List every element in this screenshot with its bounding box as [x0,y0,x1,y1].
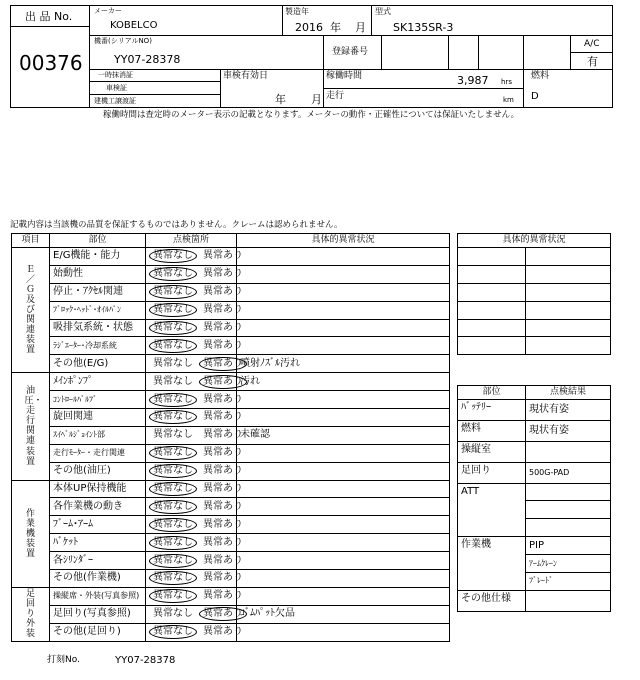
fuel-value: D [531,91,539,102]
col-part: 部位 [50,234,146,248]
detail-cell [237,587,450,605]
status-ok: 異常なし [149,446,197,460]
status-ng: 異常あり [199,357,247,371]
part-cell: ﾌﾞﾛｯｸ･ﾍｯﾄﾞ･ｵｲﾙﾊﾟﾝ [50,301,146,319]
serial-label: 機番(シリアルNO) [94,37,152,45]
inspection-row [12,480,450,498]
detail-cell [237,319,450,337]
part-cell: 停止・ｱｸｾﾙ関連 [50,283,146,301]
status-ok: 異常なし [149,249,197,263]
inspection-row [12,283,450,301]
result-part: 操縦室 [458,441,526,462]
result-col-result: 点検結果 [526,386,611,400]
inspection-row [12,426,450,444]
status-ok: 異常なし [153,357,193,369]
status-ok: 異常なし [149,321,197,335]
vline-r2-b [381,35,382,69]
status-cell [146,409,243,427]
status-ng: 異常あり [199,375,247,389]
right-cell-a [458,301,526,319]
mileage-label: 走行 [326,91,345,101]
right-cell-b [526,248,611,266]
vline-r2-a [323,35,324,69]
result-row [458,590,611,611]
status-cell [146,534,243,552]
part-cell: 旋回関連 [50,409,146,427]
hours-unit: hrs [501,78,512,86]
inspection-row [12,391,450,409]
status-cell [146,552,243,570]
part-cell: 本体UP保持機能 [50,480,146,498]
status-ok: 異常なし [149,482,197,496]
result-value: PIP [526,537,611,555]
status-ok: 異常なし [149,625,197,639]
detail-cell [237,283,450,301]
status-cell [146,355,243,373]
category-label: 足回り外装 [12,587,50,641]
status-ok: 異常なし [149,536,197,550]
result-part: ATT [458,483,526,537]
inspection-row [12,587,450,605]
status-cell [146,480,243,498]
inspection-row [12,373,450,391]
col-point: 点検箇所 [146,234,237,248]
category-label: 油圧・走行関連装置 [12,373,50,480]
result-value [526,441,611,462]
right-cell-b [526,283,611,301]
maker-label: メーカー [94,7,122,15]
right-detail-row [458,319,611,337]
hours-value: 3,987 [457,74,489,87]
result-value [526,519,611,537]
status-ok: 異常なし [149,518,197,532]
status-ng: 異常あり [203,518,243,530]
result-value: 現状有姿 [526,420,611,441]
maker-value: KOBELCO [110,20,158,31]
insp-month-unit: 月 [311,93,322,106]
right-cell-a [458,337,526,355]
detail-cell [237,337,450,355]
status-cell [146,570,243,588]
year-unit: 年 [330,21,341,34]
vline-r3-b [323,69,324,108]
status-ng: 異常あり [203,393,243,405]
result-value: ﾌﾞﾚｰﾄﾞ [526,573,611,591]
inspection-row [12,444,450,462]
right-cell-b [526,337,611,355]
vline-r1-b [371,5,372,35]
category-label: 作業機装置 [12,480,50,587]
year-value: 2016 [295,21,323,34]
right-detail-row [458,337,611,355]
hline-2 [90,69,613,70]
part-cell: ｽｲﾍﾞﾙｼﾞｮｲﾝﾄ部 [50,426,146,444]
col-detail: 具体的異常状況 [237,234,450,248]
status-cell [146,391,243,409]
inspection-row [12,319,450,337]
serial-value: YY07-28378 [114,53,181,66]
inspection-row [12,605,450,623]
month-unit: 月 [355,21,366,34]
inspection-row [12,623,450,641]
result-part: 作業機 [458,537,526,591]
detail-cell [237,516,450,534]
part-cell: 足回り(写真参照) [50,605,146,623]
result-value: 500G-PAD [526,462,611,483]
status-cell [146,265,243,283]
result-value [526,483,611,501]
right-cell-a [458,248,526,266]
fuel-label: 燃料 [531,71,550,81]
vline-r3-c [523,69,524,108]
result-value [526,501,611,519]
detail-cell [237,248,450,266]
status-ok: 異常なし [149,393,197,407]
right-cell-a [458,283,526,301]
hline-hours [323,88,523,89]
status-ng: 異常あり [203,536,243,548]
lot-label: 出 品 No. [25,10,73,23]
status-ok: 異常なし [153,375,193,387]
hline-left-a [90,81,220,82]
status-ok: 異常なし [149,571,197,585]
header-block [10,5,613,108]
vline-r3-a [220,69,221,108]
part-cell: E/G機能・能力 [50,248,146,266]
right-cell-a [458,319,526,337]
year-label: 製造年 [285,7,309,16]
status-ok: 異常なし [149,285,197,299]
status-ng: 異常あり [203,626,243,638]
lot-label-underline [11,26,89,27]
part-cell: ﾒｲﾝﾎﾟﾝﾌﾟ [50,373,146,391]
right-cell-b [526,319,611,337]
part-cell: その他(油圧) [50,462,146,480]
inspection-row [12,462,450,480]
result-table [457,385,611,612]
inspection-row [12,355,450,373]
lot-number: 00376 [19,51,83,75]
result-part: 燃料 [458,420,526,441]
status-cell [146,301,243,319]
status-cell [146,426,243,444]
status-ng: 異常あり [199,607,247,621]
result-value: ｱｰﾑｸﾚｰﾝ [526,555,611,573]
right-detail-row [458,301,611,319]
part-cell: その他(E/G) [50,355,146,373]
result-row [458,537,611,555]
status-ok: 異常なし [153,429,193,441]
status-cell [146,373,243,391]
vehicle-cert-label: 車検証 [106,84,127,92]
ac-value: 有 [587,55,598,68]
detail-cell [237,444,450,462]
status-ng: 異常あり [203,500,243,512]
detail-cell [237,498,450,516]
col-category: 項目 [12,234,50,248]
status-ng: 異常あり [203,554,243,566]
right-cell-b [526,301,611,319]
ac-label: A/C [584,39,600,49]
reg-label: 登録番号 [332,47,369,57]
result-part: ﾊﾞｯﾃﾘｰ [458,400,526,421]
status-cell [146,283,243,301]
detail-cell: 未確認 [237,426,450,444]
result-row [458,462,611,483]
right-cell-a [458,265,526,283]
part-cell: 各作業機の動き [50,498,146,516]
right-detail-table [457,233,611,355]
detail-cell [237,409,450,427]
stamp-label: 打刻No. [47,655,80,665]
hours-note: 稼働時間は査定時のメーター表示の記載となります。メーターの動作・正確性については保証いたしません。 [103,110,520,120]
part-cell: 各ｼﾘﾝﾀﾞｰ [50,552,146,570]
status-cell [146,444,243,462]
status-ng: 異常あり [203,447,243,459]
detail-cell [237,570,450,588]
inspection-row [12,552,450,570]
inspection-header-row [12,234,450,248]
detail-cell [237,480,450,498]
status-ng: 異常あり [203,572,243,584]
vline-r2-f [570,35,571,69]
status-cell [146,623,243,641]
status-ok: 異常なし [149,589,197,603]
hline-1 [90,35,613,36]
part-cell: ﾊﾞｹｯﾄ [50,534,146,552]
status-ng: 異常あり [203,322,243,333]
status-cell [146,498,243,516]
model-value: SK135SR-3 [393,21,454,34]
status-ng: 異常あり [203,465,243,477]
result-row [458,441,611,462]
status-ng: 異常あり [203,339,243,351]
disclaimer: 記載内容は当該機の品質を保証するものではありません。クレームは認められません。 [10,220,343,230]
part-cell: ﾗｼﾞｴｰﾀｰ･冷却系統 [50,337,146,355]
detail-cell [237,552,450,570]
status-ok: 異常なし [149,267,197,281]
mileage-unit: km [503,96,514,104]
result-row [458,400,611,421]
result-col-part: 部位 [458,386,526,400]
status-ng: 異常あり [203,590,243,602]
lot-box [10,5,90,108]
status-cell [146,319,243,337]
status-ok: 異常なし [149,464,197,478]
status-ng: 異常あり [203,429,243,441]
right-detail-row [458,248,611,266]
insp-year-unit: 年 [275,93,286,106]
status-ok: 異常なし [149,500,197,514]
detail-cell: ｺﾞﾑﾊﾟｯﾄ欠品 [237,605,450,623]
inspection-row [12,570,450,588]
status-ok: 異常なし [153,608,193,620]
detail-cell [237,391,450,409]
inspection-row [12,265,450,283]
status-ng: 異常あり [203,483,243,495]
right-detail-header: 具体的異常状況 [458,234,611,248]
result-row [458,483,611,501]
stamp-value: YY07-28378 [115,655,176,666]
status-ok: 異常なし [149,303,197,317]
status-ok: 異常なし [149,554,197,568]
status-cell [146,516,243,534]
inspection-row [12,301,450,319]
detail-cell [237,265,450,283]
inspection-row [12,409,450,427]
detail-cell: 噴射ﾉｽﾞﾙ汚れ [237,355,450,373]
part-cell: ｺﾝﾄﾛｰﾙﾊﾞﾙﾌﾞ [50,391,146,409]
detail-cell [237,623,450,641]
inspection-label: 車検有効日 [223,71,269,81]
status-ng: 異常あり [203,304,243,316]
status-cell [146,605,243,623]
status-ok: 異常なし [149,410,197,424]
result-part: その他仕様 [458,590,526,611]
part-cell: ﾌﾞｰﾑ･ｱｰﾑ [50,516,146,534]
inspection-row [12,337,450,355]
part-cell: 吸排気系統・状態 [50,319,146,337]
status-ok: 異常なし [149,339,197,353]
status-ng: 異常あり [203,411,243,423]
part-cell: その他(足回り) [50,623,146,641]
const-cert-label: 建機工譲渡証 [94,97,136,105]
status-ng: 異常あり [203,286,243,298]
hours-label: 稼働時間 [326,71,363,81]
inspection-row [12,248,450,266]
inspection-row [12,534,450,552]
result-row [458,420,611,441]
vline-r2-c [448,35,449,69]
part-cell: 操縦席・外装(写真参照) [50,587,146,605]
result-value [526,590,611,611]
vline-r2-d [478,35,479,69]
detail-cell [237,534,450,552]
vline-r2-e [523,35,524,69]
part-cell: その他(作業機) [50,570,146,588]
status-ng: 異常あり [203,250,243,262]
inspection-row [12,498,450,516]
status-cell [146,462,243,480]
model-label: 型式 [375,7,391,16]
part-cell: 走行ﾓｰﾀｰ・走行関連 [50,444,146,462]
inspection-table [11,233,450,642]
right-cell-b [526,265,611,283]
hline-ac [570,52,613,53]
vline-r1-a [282,5,283,35]
status-cell [146,248,243,266]
part-cell: 始動性 [50,265,146,283]
status-cell [146,337,243,355]
hline-left-b [90,94,220,95]
right-detail-row [458,265,611,283]
status-cell [146,587,243,605]
status-ng: 異常あり [203,268,243,280]
detail-cell [237,462,450,480]
inspection-row [12,516,450,534]
detail-cell [237,301,450,319]
result-value: 現状有姿 [526,400,611,421]
temp-permit-label: 一時抹消証 [98,71,133,79]
category-label: Ｅ／Ｇ及び関連装置 [12,248,50,373]
result-part: 足回り [458,462,526,483]
right-detail-row [458,283,611,301]
detail-cell: 汚れ [237,373,450,391]
